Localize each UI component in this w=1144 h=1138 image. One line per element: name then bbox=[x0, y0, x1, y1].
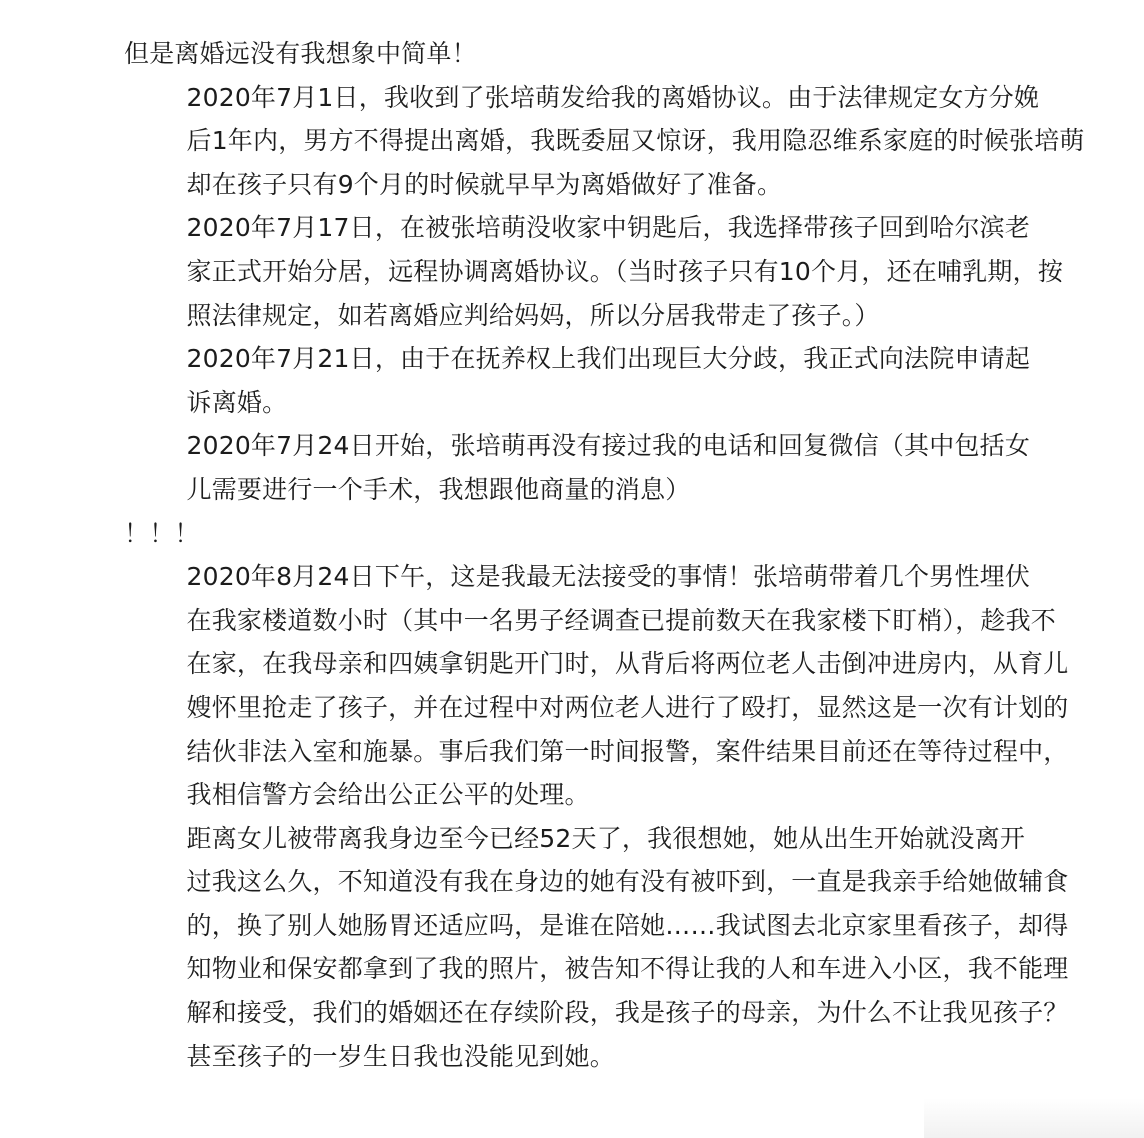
paragraph-july-21 bbox=[124, 337, 1124, 424]
text-line: 照法律规定，如若离婚应判给妈妈，所以分居我带走了孩子。） bbox=[186, 300, 880, 330]
text-line: 嫂怀里抢走了孩子，并在过程中对两位老人进行了殴打，显然这是一次有计划的 bbox=[186, 692, 1069, 722]
text-line: 知物业和保安都拿到了我的照片，被告知不得让我的人和车进入小区，我不能理 bbox=[186, 954, 1069, 984]
paragraph-july-17 bbox=[124, 206, 1124, 337]
text-line: 在我家楼道数小时（其中一名男子经调查已提前数天在我家楼下盯梢），趁我不 bbox=[186, 605, 1057, 635]
text-line: 2020年7月24日开始，张培萌再没有接过我的电话和回复微信（其中包括女 bbox=[186, 431, 1031, 461]
bottom-edge-shadow bbox=[924, 1098, 1144, 1138]
text-line: 甚至孩子的一岁生日我也没能见到她。 bbox=[186, 1041, 615, 1071]
text-line: 2020年8月24日下午，这是我最无法接受的事情！张培萌带着几个男性埋伏 bbox=[186, 562, 1031, 592]
text-line: 距离女儿被带离我身边至今已经52天了，我很想她，她从出生开始就没离开 bbox=[186, 823, 1026, 853]
text-line: 家正式开始分居，远程协调离婚协议。（当时孩子只有10个月，还在哺乳期，按 bbox=[186, 256, 1064, 286]
paragraph-july-24 bbox=[124, 424, 1124, 511]
text-line: ！！！ bbox=[124, 518, 200, 548]
paragraph-intro bbox=[124, 32, 1124, 76]
text-line: 但是离婚远没有我想象中简单！ bbox=[124, 39, 477, 68]
paragraph-august-24 bbox=[124, 555, 1124, 817]
paragraph-52-days bbox=[124, 817, 1124, 1079]
text-line: 诉离婚。 bbox=[186, 387, 288, 417]
text-line: 却在孩子只有9个月的时候就早早为离婚做好了准备。 bbox=[186, 169, 783, 199]
document-body bbox=[124, 32, 1124, 1078]
text-line: 儿需要进行一个手术，我想跟他商量的消息） bbox=[186, 474, 691, 504]
text-line: 2020年7月17日，在被张培萌没收家中钥匙后，我选择带孩子回到哈尔滨老 bbox=[186, 213, 1031, 243]
text-line: 结伙非法入室和施暴。事后我们第一时间报警，案件结果目前还在等待过程中， bbox=[186, 736, 1069, 766]
text-line: 2020年7月21日，由于在抚养权上我们出现巨大分歧，我正式向法院申请起 bbox=[186, 344, 1031, 374]
text-line: 过我这么久，不知道没有我在身边的她有没有被吓到，一直是我亲手给她做辅食 bbox=[186, 867, 1069, 897]
text-line: 2020年7月1日，我收到了张培萌发给我的离婚协议。由于法律规定女方分娩 bbox=[186, 82, 1040, 112]
paragraph-july-1 bbox=[124, 76, 1124, 207]
paragraph-exclamation bbox=[124, 512, 1124, 556]
text-line: 我相信警方会给出公正公平的处理。 bbox=[186, 780, 590, 810]
text-line: 后1年内，男方不得提出离婚，我既委屈又惊讶，我用隐忍维系家庭的时候张培萌 bbox=[186, 126, 1085, 156]
text-line: 解和接受，我们的婚姻还在存续阶段，我是孩子的母亲，为什么不让我见孩子？ bbox=[186, 998, 1069, 1028]
text-line: 的，换了别人她肠胃还适应吗，是谁在陪她……我试图去北京家里看孩子，却得 bbox=[186, 910, 1069, 940]
text-line: 在家，在我母亲和四姨拿钥匙开门时，从背后将两位老人击倒冲进房内，从育儿 bbox=[186, 649, 1069, 679]
